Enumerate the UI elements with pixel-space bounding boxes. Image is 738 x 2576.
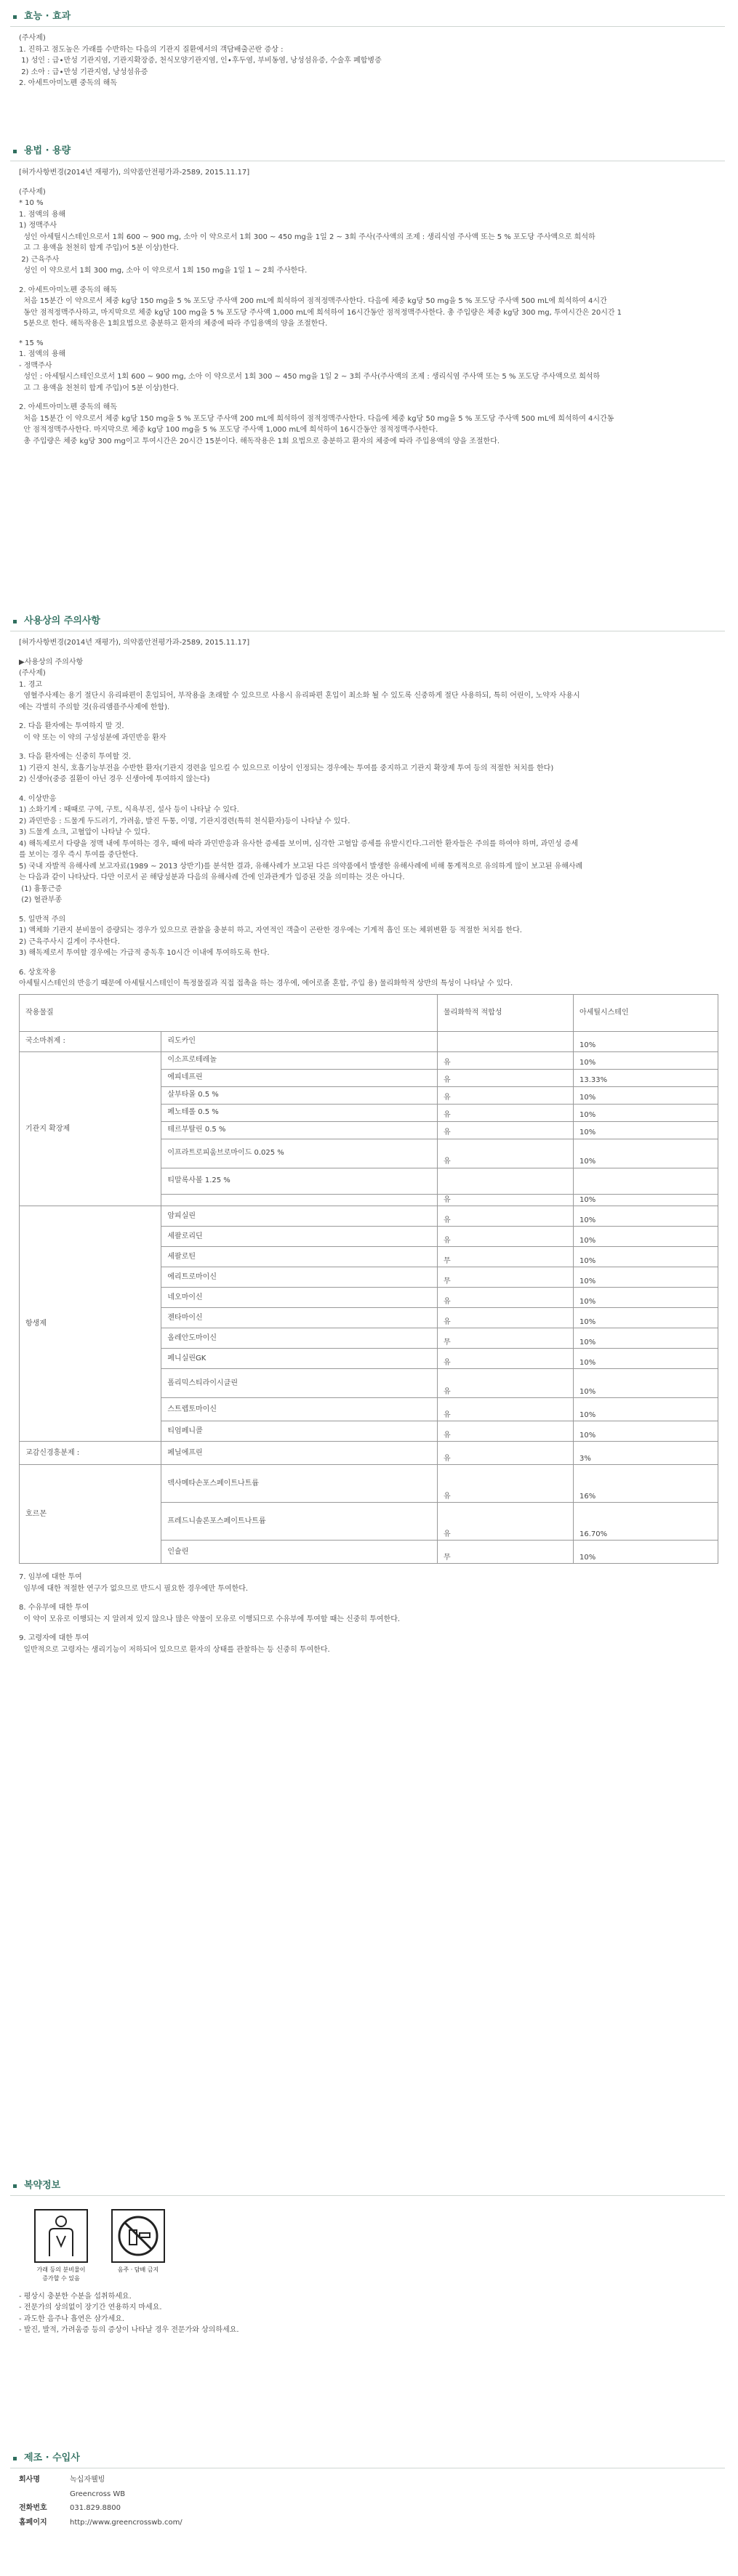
text-line: 총 주입량은 체중 kg당 300 mg이고 투여시간은 20시간 15분이다. 해독작용은 1회 요법으로 충분하고 환자의 체중에 따라 주입용액의 양을 조절한다. (19, 437, 500, 445)
drug-name-cell: 인슐린 (161, 1541, 438, 1564)
text-line: 3) 드물게 쇼크, 고혈압이 나타날 수 있다. (19, 828, 151, 836)
text-line: 2. 아세트아미노펜 중독의 해독 (19, 286, 117, 294)
section-body (10, 631, 725, 1655)
text-line: ▶사용상의 주의사항 (19, 658, 84, 666)
text-line: 4. 이상반응 (19, 794, 57, 803)
drug-name-cell: 스트렙토마이신 (161, 1398, 438, 1421)
compatibility-cell: 유 (438, 1349, 574, 1369)
text-line: 를 보이는 경우 즉시 투여를 중단한다. (19, 851, 138, 859)
bullet-icon (13, 2184, 17, 2188)
maker-value: Greencross WB (70, 2490, 126, 2498)
text-line: 2. 아세트아미노펜 중독의 해독 (19, 403, 117, 411)
text-line: 1) 소화기계 : 때때로 구역, 구토, 식욕부진, 설사 등이 나타날 수 있다. (19, 806, 239, 814)
compatibility-cell: 유 (438, 1398, 574, 1421)
text-line: [허가사항변경(2014년 재평가), 의약품안전평가과-2589, 2015.11.17] (19, 169, 250, 177)
concentration-cell: 10% (574, 1398, 718, 1421)
pictogram-caption: 가래 등의 분비물이 증가할 수 있음 (36, 2266, 86, 2282)
text-line: 성인 아세틸시스테인으로서 1회 600 ~ 900 mg, 소아 이 약으로서 1회 300 ~ 450 mg을 1일 2 ~ 3회 주사(주사액의 조제 : 생리식염 주사액 또는 5 % 포도당 주사액으로 희석하 (19, 233, 595, 241)
compatibility-cell (438, 1168, 574, 1194)
drug-name-cell: 에피네프린 (161, 1069, 438, 1086)
concentration-cell: 16.70% (574, 1503, 718, 1541)
concentration-cell: 10% (574, 1349, 718, 1369)
concentration-cell: 10% (574, 1308, 718, 1328)
text-line: 이 약이 모유로 이행되는 지 알려져 있지 않으나 많은 약물이 모유로 이행되므로 수유부에 투여할 때는 신중히 투여한다. (19, 1615, 401, 1623)
drug-name-cell: 폴리믹스티라이시클린 (161, 1369, 438, 1398)
compatibility-cell: 유 (438, 1308, 574, 1328)
table-row (20, 1442, 718, 1465)
compatibility-cell: 유 (438, 1051, 574, 1069)
section-maker (10, 2449, 725, 2528)
concentration-cell: 10% (574, 1031, 718, 1051)
compatibility-cell: 유 (438, 1503, 574, 1541)
text-line: 임부에 대한 적절한 연구가 없으므로 반드시 필요한 경우에만 투여한다. (19, 1584, 249, 1593)
text-line: (1) 흉통근증 (19, 884, 63, 893)
compatibility-cell: 유 (438, 1369, 574, 1398)
text-line: 동안 점적정맥주사하고, 마지막으로 체중 kg당 100 mg을 5 % 포도당 주사액 1,000 mL에 희석하여 16시간동안 점적정맥주사한다. 총 주입량은 체중 kg당 300 mg, 투여시간은 20시간 1 (19, 308, 622, 317)
text-line: 1. 점액의 용해 (19, 210, 66, 219)
text-line: 안 점적정맥주사한다. 마지막으로 체중 kg당 100 mg을 5 % 포도당 주사액 1,000 mL에 희석하여 16시간동안 점적정맥주사한다. (19, 426, 438, 434)
bullet-icon (13, 150, 17, 153)
text-line: - 발진, 발적, 가려움증 등의 증상이 나타날 경우 전문가와 상의하세요. (19, 2326, 239, 2335)
concentration-cell: 10% (574, 1121, 718, 1139)
drug-name-cell: 티엄페니콜 (161, 1421, 438, 1442)
text-line: 2) 근육주사시 길게이 주사한다. (19, 937, 120, 946)
concentration-cell: 10% (574, 1104, 718, 1121)
text-line: 1. 경고 (19, 680, 43, 689)
text-line: - 평상시 충분한 수분을 섭취하세요. (19, 2292, 132, 2301)
section-caution (10, 612, 725, 1655)
text-line: [허가사항변경(2014년 재평가), 의약품안전평가과-2589, 2015.11.17] (19, 639, 250, 647)
text-line: 아세틸시스테인의 반응기 때문에 아세틸시스테인이 특정물질과 직접 접촉을 하는 경우에, 에어로졸 혼합, 주입 용) 물리화학적 상반의 특성이 나타날 수 있다. (19, 980, 513, 988)
bullet-icon (13, 620, 17, 623)
concentration-cell: 10% (574, 1267, 718, 1288)
maker-value[interactable]: http://www.greencrosswb.com/ (70, 2518, 183, 2527)
text-line: 7. 임부에 대한 투여 (19, 1573, 82, 1581)
text-line: * 15 % (19, 339, 44, 347)
compatibility-cell: 유 (438, 1465, 574, 1503)
text-line: (주사제) (19, 34, 46, 42)
concentration-cell: 10% (574, 1051, 718, 1069)
concentration-cell: 10% (574, 1206, 718, 1227)
concentration-cell: 10% (574, 1247, 718, 1267)
drug-name-cell: 리도카인 (161, 1031, 438, 1051)
section-title: 제조 · 수입사 (10, 2449, 725, 2468)
text-line: 고 그 용액을 천천히 합계 주입)어 5분 이상)한다. (19, 244, 179, 252)
bullet-icon (13, 2457, 17, 2460)
text-line: 6. 상호작용 (19, 968, 57, 977)
concentration-cell: 10% (574, 1369, 718, 1398)
pictogram (33, 2209, 89, 2284)
compatibility-cell: 유 (438, 1421, 574, 1442)
drug-name-cell: 네오마이신 (161, 1288, 438, 1308)
drug-name-cell: 페닐에프린 (161, 1442, 438, 1465)
drug-name-cell: 살부타몰 0.5 % (161, 1086, 438, 1104)
pictogram-caption: 음주 · 담배 금지 (117, 2266, 159, 2273)
section-title: 사용상의 주의사항 (10, 612, 725, 631)
text-line: 2) 소아 : 급∙만성 기관지염, 낭성섬유증 (19, 68, 148, 76)
column-header: 아세틸시스테인 (574, 994, 718, 1031)
drug-name-cell: 이프라트로피움브로마이드 0.025 % (161, 1139, 438, 1168)
concentration-cell: 13.33% (574, 1069, 718, 1086)
text-line: 2. 다음 환자에는 투여하지 말 것. (19, 722, 124, 730)
drug-class-cell: 국소마취제 : (20, 1031, 161, 1051)
concentration-cell: 10% (574, 1328, 718, 1349)
compatibility-cell: 무 (438, 1541, 574, 1564)
drug-name-cell: 덱사메타손포스페이트나트륨 (161, 1465, 438, 1503)
column-header: 물리화학적 적합성 (438, 994, 574, 1031)
drug-class-cell: 호르몬 (20, 1465, 161, 1564)
drug-name-cell: 세팔로틴 (161, 1247, 438, 1267)
compatibility-cell (438, 1031, 574, 1051)
no-alcohol-icon (111, 2209, 165, 2263)
text-line: (2) 혈관부종 (19, 896, 63, 904)
compatibility-cell: 유 (438, 1086, 574, 1104)
drug-name-cell (161, 1194, 438, 1206)
text-line: 1) 성인 : 급∙만성 기관지염, 기관지확장증, 천식모양기관지염, 인∙후두염, 부비동염, 낭성섬유증, 수술후 폐합병증 (19, 57, 382, 65)
text-line: 5. 일반적 주의 (19, 915, 66, 924)
compatibility-cell: 유 (438, 1069, 574, 1086)
concentration-cell: 10% (574, 1288, 718, 1308)
text-line: 1. 진하고 점도높은 가래를 수반하는 다음의 기관지 질환에서의 객담배출곤란 증상 : (19, 45, 284, 54)
pictogram-list (33, 2209, 719, 2284)
text-line: 성인 : 아세틸시스테인으로서 1회 600 ~ 900 mg, 소아 이 약으로서 1회 300 ~ 450 mg을 1일 2 ~ 3회 주사(주사액의 조제 : 생리식염 주사액 또는 5 % 포도당 주사액으로 희석하 (19, 373, 601, 381)
compatibility-cell: 무 (438, 1267, 574, 1288)
maker-key (19, 2489, 70, 2500)
text-line: 8. 수유부에 대한 투여 (19, 1604, 89, 1612)
concentration-cell: 10% (574, 1086, 718, 1104)
maker-value: 031.829.8800 (70, 2504, 121, 2512)
table-row (20, 1031, 718, 1051)
text-line: 는 다음과 같이 나타났다. 다만 이로서 곧 해당성분과 다음의 유해사례 간에 인과관계가 입증된 것을 의미하는 것은 아니다. (19, 873, 405, 881)
maker-key: 회사명 (19, 2476, 40, 2484)
concentration-cell: 10% (574, 1541, 718, 1564)
text-line: - 전문가의 상의없이 장기간 연용하지 마세요. (19, 2304, 162, 2312)
compatibility-cell: 유 (438, 1442, 574, 1465)
interaction-table (19, 994, 718, 1564)
compatibility-cell: 유 (438, 1194, 574, 1206)
compatibility-cell: 무 (438, 1247, 574, 1267)
bullet-icon (13, 15, 17, 19)
section-medication (10, 2176, 725, 2336)
text-line: * 10 % (19, 199, 44, 207)
section-title: 용법 · 용량 (10, 142, 725, 161)
text-line: 성인 이 약으로서 1회 300 mg, 소아 이 약으로서 1회 150 mg을 1일 1 ~ 2회 주사한다. (19, 267, 308, 275)
compatibility-cell: 유 (438, 1104, 574, 1121)
drug-name-cell: 프레드니솔론포스페이트나트륨 (161, 1503, 438, 1541)
text-line: 4) 해독제로서 다량을 정맥 내에 투여하는 경우, 때에 따라 과민반응과 유사한 증세를 보이며, 심각한 고혈압 증세를 유발시킨다.그러한 환자들은 주의를 하여야 하며, 과민성 증세 (19, 839, 579, 848)
maker-value: 녹십자웰빙 (70, 2476, 105, 2484)
compatibility-cell: 무 (438, 1328, 574, 1349)
text-line: 1) 기관지 천식, 호흡기능부전을 수반한 환자(기관지 경련을 일으킬 수 있으므로 이상이 인정되는 경우에는 투여를 중지하고 기관지 확장제 투여 등의 적절한 처치를 한다) (19, 764, 554, 772)
drug-name-cell: 페니실린GK (161, 1349, 438, 1369)
column-header: 작용물질 (20, 994, 438, 1031)
compatibility-cell: 유 (438, 1139, 574, 1168)
section-body (10, 27, 725, 89)
text-line: 일반적으로 고령자는 생리기능이 저하되어 있으므로 환자의 상태를 관찰하는 등 신중히 투여한다. (19, 1645, 330, 1654)
drug-name-cell: 젠타마이신 (161, 1308, 438, 1328)
compatibility-cell: 유 (438, 1206, 574, 1227)
text-line: 처음 15분간 이 약으로서 체중 kg당 150 mg을 5 % 포도당 주사액 200 mL에 희석하여 점적정맥주사한다. 다음에 체중 kg당 50 mg을 5 % 포도당 주사액 500 mL에 희석하여 4시간동 (19, 414, 614, 423)
medication-notes (19, 2291, 719, 2336)
drug-class-cell: 기관지 확장제 (20, 1051, 161, 1206)
concentration-cell: 10% (574, 1227, 718, 1247)
section-dosage (10, 142, 725, 447)
drug-name-cell: 세팔로리딘 (161, 1227, 438, 1247)
concentration-cell (574, 1168, 718, 1194)
text-line: (주사제) (19, 669, 46, 677)
drug-name-cell: 올레안도마이신 (161, 1328, 438, 1349)
drug-name-cell: 암피실린 (161, 1206, 438, 1227)
concentration-cell: 10% (574, 1194, 718, 1206)
concentration-cell: 16% (574, 1465, 718, 1503)
drug-name-cell: 에리트로마이신 (161, 1267, 438, 1288)
drug-class-cell: 항생제 (20, 1206, 161, 1442)
text-line: 2. 아세트아미노펜 중독의 해독 (19, 79, 117, 87)
text-line: 처음 15분간 이 약으로서 체중 kg당 150 mg을 5 % 포도당 주사액 200 mL에 희석하여 점적정맥주사한다. 다음에 체중 kg당 50 mg을 5 % 포도당 주사액 500 mL에 희석하여 4시간 (19, 297, 607, 305)
section-title: 복약정보 (10, 2176, 725, 2196)
section-body (10, 2196, 725, 2336)
section-body (10, 161, 725, 447)
table-row (20, 1465, 718, 1503)
compatibility-cell: 유 (438, 1288, 574, 1308)
concentration-cell: 3% (574, 1442, 718, 1465)
text-line: 5) 국내 자발적 유해사례 보고자료(1989 ~ 2013 상반기)를 분석한 결과, 유해사례가 보고된 다른 의약품에서 발생한 유해사례에 비해 통계적으로 유의하게 많이 보고된 유해사례 (19, 862, 583, 871)
drug-name-cell: 이소프로테레놀 (161, 1051, 438, 1069)
section-effect (10, 7, 725, 89)
text-line: 이 약 또는 이 약의 구성성분에 과민반응 환자 (19, 733, 167, 742)
text-line: 2) 신생아(중증 질환이 아닌 경우 신생아에 투여하지 않는다) (19, 775, 210, 783)
text-line: 9. 고령자에 대한 투여 (19, 1634, 89, 1642)
concentration-cell: 10% (574, 1139, 718, 1168)
drug-name-cell: 티말록사볼 1.25 % (161, 1168, 438, 1194)
text-line: (주사제) (19, 187, 46, 196)
compatibility-cell: 유 (438, 1121, 574, 1139)
maker-key: 홈페이지 (19, 2518, 47, 2527)
section-title: 효능 · 효과 (10, 7, 725, 27)
table-row (20, 1051, 718, 1069)
text-line: 1. 점액의 용해 (19, 350, 66, 358)
text-line: 2) 과민반응 : 드물게 두드러기, 가려움, 발진 두통, 이명, 기관지경련(특히 천식환자)등이 나타날 수 있다. (19, 817, 350, 825)
concentration-cell: 10% (574, 1421, 718, 1442)
maker-info (19, 2474, 719, 2528)
text-line: 1) 정맥주사 (19, 222, 57, 230)
text-line: - 과도한 음주나 흡연은 삼가세요. (19, 2314, 125, 2323)
drug-name-cell: 페노테롤 0.5 % (161, 1104, 438, 1121)
text-line: 3. 다음 환자에는 신중히 투여할 것. (19, 753, 132, 761)
text-line: 2) 근육주사 (19, 255, 60, 264)
text-line: 염혈주사제는 용기 절단시 유리파편이 혼입되어, 부작용을 초래할 수 있으므로 사용시 유리파편 혼입이 최소화 될 수 있도록 신중하게 절단 사용하되, 특히 어린이, 노약자 사용시 (19, 692, 580, 700)
compatibility-cell: 유 (438, 1227, 574, 1247)
text-line: - 정맥주사 (19, 361, 52, 370)
drug-name-cell: 테르부탈린 0.5 % (161, 1121, 438, 1139)
prescription-person-icon (34, 2209, 88, 2263)
text-line: 에는 각별히 주의할 것(유리앰플주사제에 한함). (19, 703, 170, 711)
maker-key: 전화번호 (19, 2504, 47, 2512)
text-line: 5분으로 한다. 해독작용은 1회요법으로 충분하고 환자의 체중에 따라 주입용액의 양을 조절한다. (19, 320, 328, 328)
table-row (20, 1206, 718, 1227)
drug-class-cell: 교감신경흥분제 : (20, 1442, 161, 1465)
section-body (10, 2468, 725, 2528)
pictogram (111, 2209, 166, 2284)
text-line: 고 그 용액을 천천히 합계 주입)어 5분 이상)한다. (19, 384, 179, 392)
table-header-row (20, 994, 718, 1031)
text-line: 1) 액체화 기관지 분비물이 증량되는 경우가 있으므로 관찰을 충분히 하고, 자연적인 객출이 곤란한 경우에는 기계적 흡인 또는 체위변환 등 적절한 처치를 한다. (19, 926, 522, 934)
text-line: 3) 해독제로서 투여할 경우에는 가급적 중독후 10시간 이내에 투여하도록 한다. (19, 949, 270, 957)
